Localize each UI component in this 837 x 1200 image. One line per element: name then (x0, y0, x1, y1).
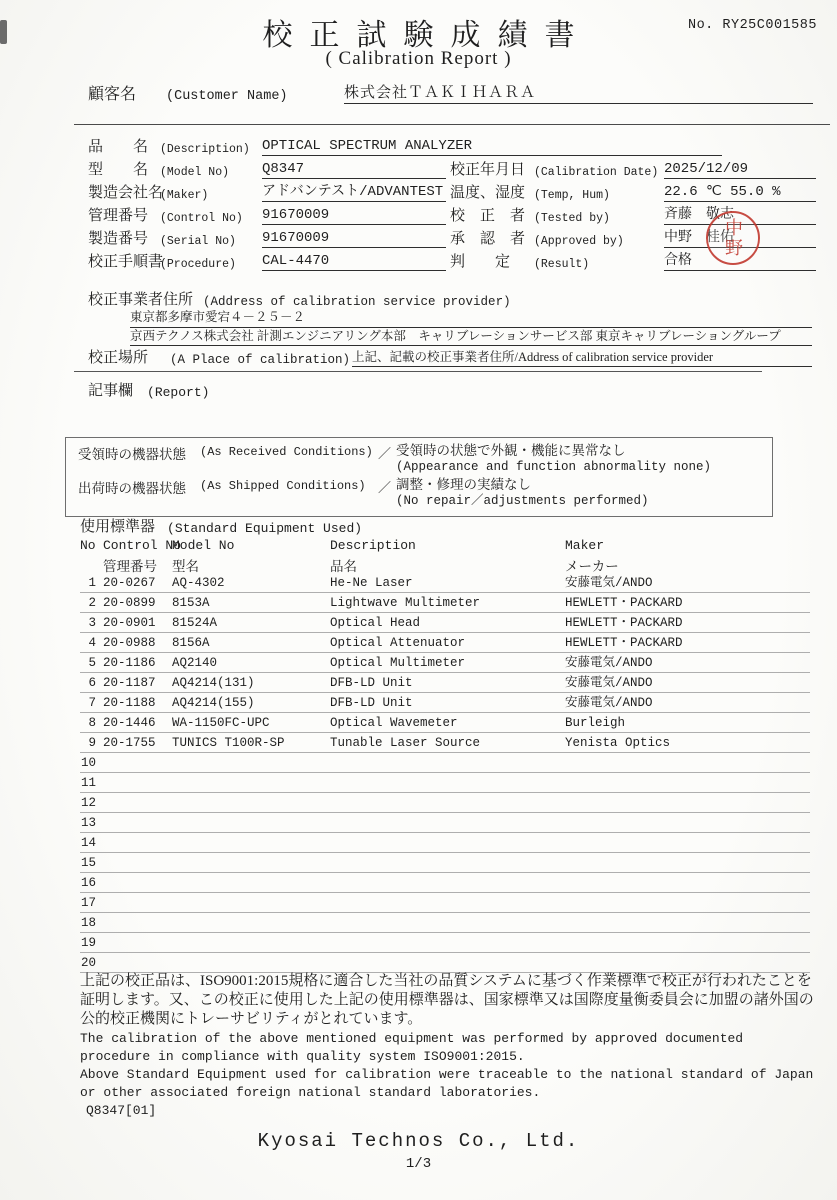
table-row (80, 893, 810, 913)
cell-description: Optical Wavemeter (330, 716, 458, 730)
cell-description: DFB-LD Unit (330, 696, 413, 710)
field-label-jp: 型 名 (88, 162, 149, 178)
cell-control: 20-1755 (103, 736, 156, 750)
device-fields-section (74, 124, 830, 271)
cell-no: 17 (80, 896, 96, 910)
certification-text-en-2: Above Standard Equipment used for calibration were traceable to the national standard of Japan or other associated foreign national standard laboratories. (80, 1067, 814, 1100)
cell-description: He-Ne Laser (330, 576, 413, 590)
field-label-jp: 承 認 者 (450, 231, 526, 247)
table-row (80, 733, 810, 753)
col-header-description-jp: 品名 (330, 559, 357, 574)
field-label-en: (Description) (160, 143, 250, 156)
cell-maker: 安藤電気/ANDO (565, 576, 653, 590)
cell-no: 15 (80, 856, 96, 870)
col-header-control: Control No (103, 538, 182, 553)
cell-no: 1 (88, 576, 96, 590)
cell-no: 7 (88, 696, 96, 710)
table-row (80, 613, 810, 633)
cell-no: 6 (88, 676, 96, 690)
field-label-en: (Serial No) (160, 235, 236, 248)
table-row (80, 713, 810, 733)
certification-section (80, 972, 816, 1118)
cell-description: Lightwave Multimeter (330, 596, 481, 610)
col-header-description: Description (330, 538, 416, 553)
address-label-jp: 校正事業者住所 (88, 292, 194, 308)
address-line-2: 京西テクノス株式会社 計測エンジニアリング本部 キャリブレーションサービス部 東京キャリブレーショングループ (130, 328, 812, 347)
field-label-en: (Procedure) (160, 258, 236, 271)
document-number: No. RY25C001585 (687, 18, 817, 33)
company-name: Kyosai Technos Co., Ltd. (257, 1130, 580, 1152)
procedure-reference: Q8347[01] (86, 1103, 157, 1118)
shipped-label-en: (As Shipped Conditions) (200, 479, 366, 493)
field-label-jp: 校 正 者 (450, 208, 526, 224)
received-label-en: (As Received Conditions) (200, 445, 373, 459)
cell-control: 20-1187 (103, 676, 156, 690)
place-label-en: (A Place of calibration) (170, 353, 351, 367)
cell-model: 81524A (172, 616, 218, 630)
cell-control: 20-1186 (103, 656, 156, 670)
cell-description: DFB-LD Unit (330, 676, 413, 690)
report-label-en: (Report) (147, 385, 210, 400)
col-header-blank (80, 555, 103, 575)
slash-separator: ／ (378, 446, 392, 461)
field-value: 91670009 (262, 207, 446, 225)
slash-separator: ／ (378, 480, 392, 495)
customer-name-value: 株式会社ＴＡＫＩＨＡＲＡ (344, 81, 813, 104)
equipment-header-en (80, 538, 810, 555)
field-label-en: (Result) (534, 258, 590, 271)
cell-maker: HEWLETT・PACKARD (565, 636, 683, 650)
cell-model: AQ-4302 (172, 576, 225, 590)
table-row (80, 773, 810, 793)
table-row (80, 573, 810, 593)
calibration-place-row (88, 347, 812, 367)
table-row (80, 813, 810, 833)
address-section (88, 290, 812, 367)
cell-maker: 安藤電気/ANDO (565, 656, 653, 670)
cell-no: 11 (80, 776, 96, 790)
equipment-table-body (80, 573, 810, 973)
field-value: 91670009 (262, 230, 446, 248)
cell-no: 5 (88, 656, 96, 670)
col-header-maker-jp: メーカー (565, 559, 619, 574)
shipped-label-jp: 出荷時の機器状態 (78, 481, 186, 496)
table-row (80, 633, 810, 653)
page-number: 1/3 (405, 1156, 432, 1172)
fields-left-column (74, 156, 446, 271)
shipped-value-en: (No repair／adjustments performed) (396, 494, 649, 508)
field-label-jp: 校正年月日 (450, 162, 526, 178)
field-row (74, 225, 446, 248)
table-row (80, 873, 810, 893)
field-value: 22.6 ℃ 55.0 % (664, 183, 816, 202)
table-row (80, 693, 810, 713)
field-row (450, 248, 830, 271)
cell-no: 4 (88, 636, 96, 650)
cell-control: 20-0901 (103, 616, 156, 630)
place-value: 上記、記載の校正事業者住所/Address of calibration service provider (352, 347, 812, 367)
table-row (80, 853, 810, 873)
field-label-en: (Approved by) (534, 235, 624, 248)
address-heading (88, 290, 812, 309)
cell-description: Optical Multimeter (330, 656, 466, 670)
field-label-en: (Temp, Hum) (534, 189, 610, 202)
page-subtitle: ( Calibration Report ) (325, 48, 512, 69)
cell-no: 9 (88, 736, 96, 750)
table-row (80, 953, 810, 973)
received-conditions-row (78, 443, 764, 475)
field-label-jp: 校正手順書 (88, 254, 164, 270)
field-label-jp: 判 定 (450, 254, 511, 270)
field-row (74, 156, 446, 179)
equipment-heading (80, 517, 810, 536)
cell-no: 18 (80, 916, 96, 930)
cell-control: 20-1446 (103, 716, 156, 730)
field-label-jp: 管理番号 (88, 208, 149, 224)
certification-text-en-1: The calibration of the above mentioned equipment was performed by approved documented procedure in compliance with quality system ISO9001:2015. (80, 1031, 744, 1064)
received-value (396, 443, 711, 475)
cell-model: WA-1150FC-UPC (172, 716, 270, 730)
cell-model: AQ4214(155) (172, 696, 255, 710)
fields-right-column (446, 156, 830, 271)
place-label-jp: 校正場所 (88, 350, 149, 366)
cell-no: 8 (88, 716, 96, 730)
col-header-maker: Maker (565, 538, 605, 553)
field-value: OPTICAL SPECTRUM ANALYZER (262, 138, 722, 156)
col-header-control-jp: 管理番号 (103, 559, 157, 574)
shipped-conditions-row (78, 477, 764, 509)
field-label-en: (Tested by) (534, 212, 610, 225)
cell-control: 20-0988 (103, 636, 156, 650)
certification-text-jp: 上記の校正品は、ISO9001:2015規格に適合した当社の品質システムに基づく作業標準で校正が行われたことを証明します。又、この校正に使用した上記の使用標準器は、国家標準又は国際度量衡委員会に加盟の諸外国の公的校正機関にトレーサビリティがとれています。 (80, 973, 814, 1027)
cell-description: Optical Head (330, 616, 421, 630)
field-label-jp: 品 名 (88, 139, 149, 155)
received-value-en: (Appearance and function abnormality none) (396, 460, 712, 474)
field-label-en: (Calibration Date) (534, 166, 659, 179)
standard-equipment-section (80, 517, 810, 973)
cell-maker: 安藤電気/ANDO (565, 676, 653, 690)
table-row (80, 913, 810, 933)
field-value: 斉藤 敬志 (664, 203, 816, 225)
cell-no: 12 (80, 796, 96, 810)
field-label-jp: 製造番号 (88, 231, 149, 247)
cell-model: AQ2140 (172, 656, 218, 670)
col-header-model-jp: 型名 (172, 559, 199, 574)
field-row (74, 248, 446, 271)
received-value-jp: 受領時の状態で外観・機能に異常なし (396, 443, 626, 458)
customer-label-en: (Customer Name) (166, 89, 288, 104)
field-label-en: (Maker) (160, 189, 209, 202)
address-line-1: 東京都多摩市愛宕４－２５－２ (130, 309, 812, 328)
cell-no: 20 (80, 956, 96, 970)
field-label-en: (Model No) (160, 166, 230, 179)
cell-no: 19 (80, 936, 96, 950)
address-label-en: (Address of calibration service provider) (203, 295, 511, 309)
cell-description: Tunable Laser Source (330, 736, 481, 750)
table-row (80, 933, 810, 953)
col-header-no: No (80, 538, 96, 553)
field-value: CAL-4470 (262, 253, 446, 271)
field-row (450, 179, 830, 202)
equipment-title-jp: 使用標準器 (80, 519, 156, 535)
cell-maker: 安藤電気/ANDO (565, 696, 653, 710)
cell-model: AQ4214(131) (172, 676, 255, 690)
col-header-model: Model No (172, 538, 235, 553)
shipped-value-jp: 調整・修理の実績なし (396, 477, 531, 492)
field-row-description (74, 133, 830, 156)
conditions-box (65, 437, 773, 517)
cell-control: 20-1188 (103, 696, 156, 710)
cell-control: 20-0899 (103, 596, 156, 610)
cell-control: 20-0267 (103, 576, 156, 590)
approval-hanko-stamp: 中野 (706, 211, 760, 265)
cell-no: 14 (80, 836, 96, 850)
equipment-header-jp (80, 555, 810, 573)
field-value: 合格 (664, 249, 816, 271)
field-row (450, 156, 830, 179)
field-value: 中野 桂佑 (664, 226, 816, 248)
cell-no: 3 (88, 616, 96, 630)
table-row (80, 793, 810, 813)
cell-no: 2 (88, 596, 96, 610)
customer-label-jp: 顧客名 (88, 86, 137, 103)
page-title: 校正試験成績書 (262, 19, 592, 52)
cell-maker: Burleigh (565, 716, 626, 730)
shipped-value (396, 477, 649, 509)
table-row (80, 653, 810, 673)
field-value: Q8347 (262, 161, 446, 179)
section-divider (74, 371, 762, 372)
cell-no: 13 (80, 816, 96, 830)
field-label-jp: 温度、湿度 (450, 185, 526, 201)
cell-maker: HEWLETT・PACKARD (565, 596, 683, 610)
cell-maker: Yenista Optics (565, 736, 671, 750)
cell-maker: HEWLETT・PACKARD (565, 616, 683, 630)
cell-model: TUNICS T100R-SP (172, 736, 285, 750)
table-row (80, 753, 810, 773)
report-label-jp: 記事欄 (88, 383, 134, 399)
field-label-en: (Control No) (160, 212, 243, 225)
equipment-title-en: (Standard Equipment Used) (167, 521, 363, 536)
table-row (80, 833, 810, 853)
cell-no: 10 (80, 756, 96, 770)
field-row (74, 179, 446, 202)
customer-row (88, 82, 813, 104)
field-value: アドバンテスト/ADVANTEST (262, 180, 446, 202)
cell-no: 16 (80, 876, 96, 890)
field-row (450, 202, 830, 225)
report-heading (88, 379, 209, 400)
table-row (80, 593, 810, 613)
field-value: 2025/12/09 (664, 161, 816, 179)
cell-model: 8156A (172, 636, 210, 650)
cell-model: 8153A (172, 596, 210, 610)
table-row (80, 673, 810, 693)
received-label-jp: 受領時の機器状態 (78, 447, 186, 462)
field-row (450, 225, 830, 248)
cell-description: Optical Attenuator (330, 636, 466, 650)
field-row (74, 202, 446, 225)
field-label-jp: 製造会社名 (88, 185, 164, 201)
